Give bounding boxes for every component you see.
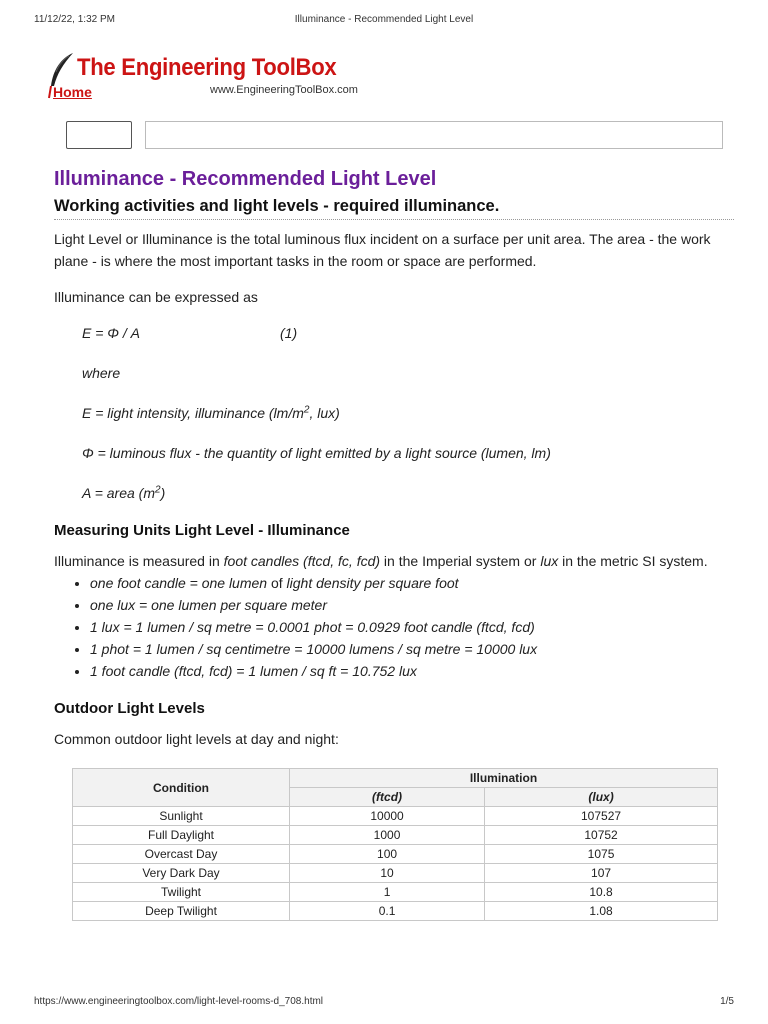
list-item-text: one foot candle = one lumen — [90, 575, 271, 591]
table-row — [73, 845, 718, 864]
table-cell-condition: Full Daylight — [73, 826, 290, 845]
measured-text-5: in the metric SI system. — [558, 553, 708, 569]
page-subtitle: Working activities and light levels - required illuminance. — [54, 195, 734, 220]
definition-e-suffix: , lux) — [309, 405, 340, 421]
formula-block — [54, 322, 734, 504]
measured-text-3: in the Imperial system or — [380, 553, 541, 569]
list-item-text: one lux = one lumen per square meter — [90, 597, 327, 613]
definition-a-text: A = area (m — [82, 485, 156, 501]
article — [54, 165, 734, 921]
print-header — [34, 14, 734, 30]
formula-equation — [82, 322, 734, 344]
formula-text: E = Φ / A — [82, 325, 141, 341]
table-row — [73, 883, 718, 902]
table-cell-ftcd: 1000 — [290, 826, 485, 845]
table-row — [73, 864, 718, 883]
measured-text-2: foot candles (ftcd, fc, fcd) — [223, 553, 381, 569]
outdoor-light-table — [72, 768, 718, 921]
outdoor-heading: Outdoor Light Levels — [54, 700, 205, 717]
formula-number: (1) — [280, 325, 298, 341]
table-cell-lux: 107527 — [485, 807, 718, 826]
table-cell-condition: Twilight — [73, 883, 290, 902]
print-url: https://www.engineeringtoolbox.com/light-level-rooms-d_708.html — [34, 996, 324, 1007]
table-cell-ftcd: 10000 — [290, 807, 485, 826]
print-datetime: 11/12/22, 1:32 PM — [34, 14, 115, 25]
table-row — [73, 902, 718, 921]
table-row — [73, 807, 718, 826]
page-number: 1/5 — [720, 996, 734, 1007]
table-cell-condition: Overcast Day — [73, 845, 290, 864]
list-item-text: light density per square foot — [282, 575, 459, 591]
unit-conversions-list — [54, 616, 734, 682]
column-header-illumination: Illumination — [290, 769, 718, 788]
page-title: Illuminance - Recommended Light Level — [54, 168, 437, 190]
ad-box-small — [66, 121, 132, 149]
list-item-text: of — [270, 575, 283, 591]
measured-text-1: Illuminance is measured in — [54, 553, 224, 569]
definition-phi: Φ = luminous flux - the quantity of light emitted by a light source (lumen, lm) — [82, 445, 551, 461]
table-cell-condition: Sunlight — [73, 807, 290, 826]
home-link[interactable]: Home — [53, 84, 92, 100]
formula-where: where — [82, 365, 121, 381]
column-header-condition: Condition — [73, 769, 290, 807]
measured-paragraph — [54, 550, 734, 572]
table-cell-condition: Very Dark Day — [73, 864, 290, 883]
list-item: • 1 foot candle (ftcd, fcd) = 1 lumen / sq ft = 10.752 lux — [90, 660, 734, 682]
table-cell-ftcd: 100 — [290, 845, 485, 864]
measured-text-4: lux — [540, 553, 559, 569]
table-header-row — [73, 769, 718, 788]
expressed-paragraph: Illuminance can be expressed as — [54, 289, 258, 305]
units-heading: Measuring Units Light Level - Illuminance — [54, 522, 350, 539]
table-cell-ftcd: 10 — [290, 864, 485, 883]
definition-a — [82, 482, 734, 504]
table-cell-lux: 1075 — [485, 845, 718, 864]
table-cell-ftcd: 1 — [290, 883, 485, 902]
list-item — [90, 572, 734, 594]
search-box[interactable] — [145, 121, 723, 149]
table-cell-lux: 10.8 — [485, 883, 718, 902]
table-cell-lux: 107 — [485, 864, 718, 883]
list-item — [90, 594, 734, 616]
column-header-lux: (lux) — [485, 788, 718, 807]
definition-a-sup: 2 — [155, 484, 161, 496]
print-doc-title: Illuminance - Recommended Light Level — [294, 14, 474, 25]
definition-e-text: E = light intensity, illuminance (lm/m — [82, 405, 304, 421]
table-row — [73, 826, 718, 845]
table-cell-ftcd: 0.1 — [290, 902, 485, 921]
unit-definitions-list — [54, 572, 734, 616]
table-cell-condition: Deep Twilight — [73, 902, 290, 921]
list-item: • 1 phot = 1 lumen / sq centimetre = 10000 lumens / sq metre = 10000 lux — [90, 638, 734, 660]
outdoor-intro: Common outdoor light levels at day and night: — [54, 731, 339, 747]
definition-e — [82, 402, 734, 424]
definition-e-sup: 2 — [303, 404, 310, 416]
list-item: • 1 lux = 1 lumen / sq metre = 0.0001 phot = 0.0929 foot candle (ftcd, fcd) — [90, 616, 734, 638]
intro-paragraph: Light Level or Illuminance is the total luminous flux incident on a surface per unit area. The area - the work plane - is where the most important tasks in the room or space are performed. — [54, 231, 711, 269]
site-url[interactable]: www.EngineeringToolBox.com — [210, 84, 358, 96]
definition-a-suffix: ) — [160, 485, 166, 501]
print-footer — [34, 996, 734, 1010]
table-cell-lux: 10752 — [485, 826, 718, 845]
logo-text: The Engineering ToolBox — [77, 54, 337, 81]
column-header-ftcd: (ftcd) — [290, 788, 485, 807]
table-cell-lux: 1.08 — [485, 902, 718, 921]
site-logo[interactable] — [47, 50, 372, 102]
